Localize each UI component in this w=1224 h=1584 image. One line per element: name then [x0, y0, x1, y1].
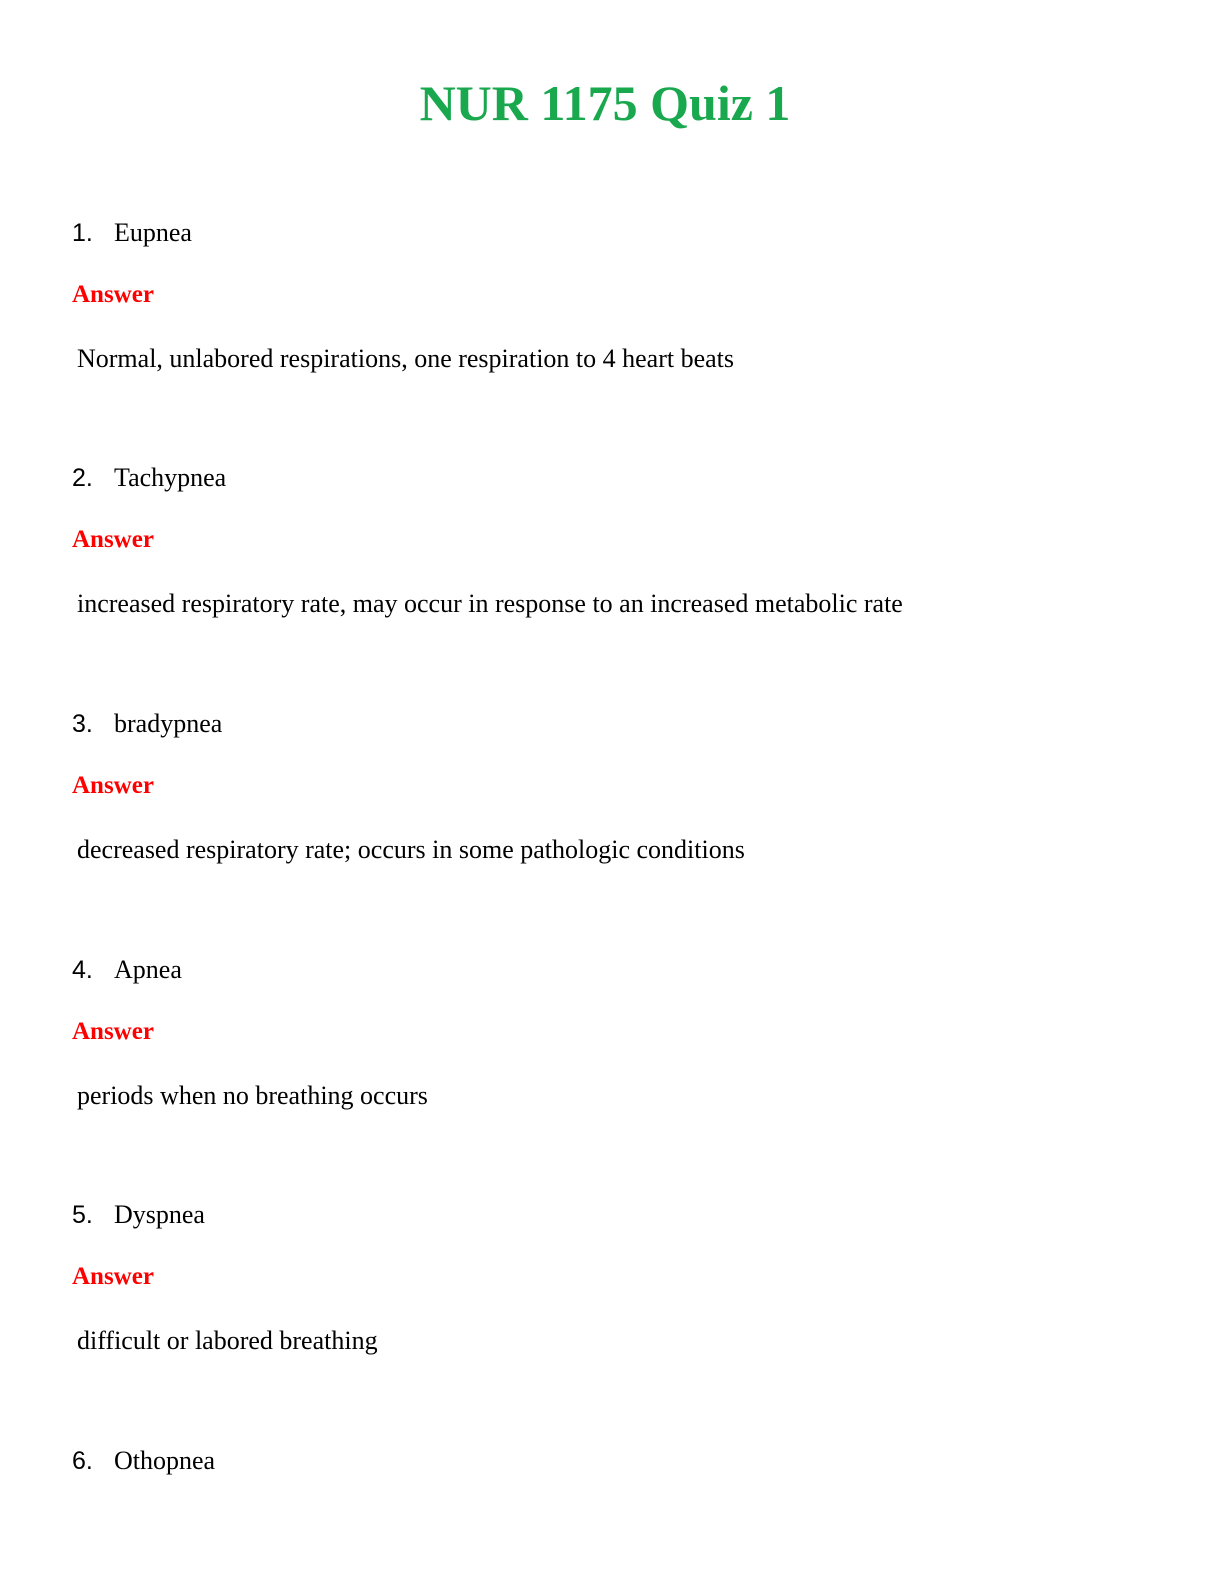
- question-number: 2.: [72, 464, 93, 492]
- question: [72, 1446, 215, 1478]
- question: [72, 463, 226, 495]
- question-term: Apnea: [114, 955, 182, 984]
- question-term: Othopnea: [114, 1446, 216, 1475]
- answer-label: Answer: [72, 281, 154, 308]
- question-term: Eupnea: [114, 218, 192, 247]
- question-term: Tachypnea: [114, 463, 227, 492]
- page-title: NUR 1175 Quiz 1: [419, 75, 791, 131]
- question-number: 4.: [72, 956, 93, 984]
- question: [72, 218, 192, 250]
- question-number: 1.: [72, 219, 93, 247]
- answer-label: Answer: [72, 1263, 154, 1290]
- answer-label: Answer: [72, 772, 154, 799]
- answer-text: decreased respiratory rate; occurs in some pathologic conditions: [77, 835, 745, 864]
- answer-text: periods when no breathing occurs: [77, 1081, 428, 1110]
- question: [72, 955, 182, 987]
- question: [72, 1200, 205, 1232]
- answer-label: Answer: [72, 1018, 154, 1045]
- question-number: 3.: [72, 710, 93, 738]
- question-number: 5.: [72, 1201, 93, 1229]
- question: [72, 709, 222, 741]
- answer-text: difficult or labored breathing: [77, 1326, 378, 1355]
- question-term: bradypnea: [114, 709, 223, 738]
- question-term: Dyspnea: [114, 1200, 205, 1229]
- answer-label: Answer: [72, 526, 154, 553]
- question-number: 6.: [72, 1447, 93, 1475]
- answer-text: increased respiratory rate, may occur in response to an increased metabolic rate: [77, 589, 903, 618]
- answer-text: Normal, unlabored respirations, one respiration to 4 heart beats: [77, 344, 735, 373]
